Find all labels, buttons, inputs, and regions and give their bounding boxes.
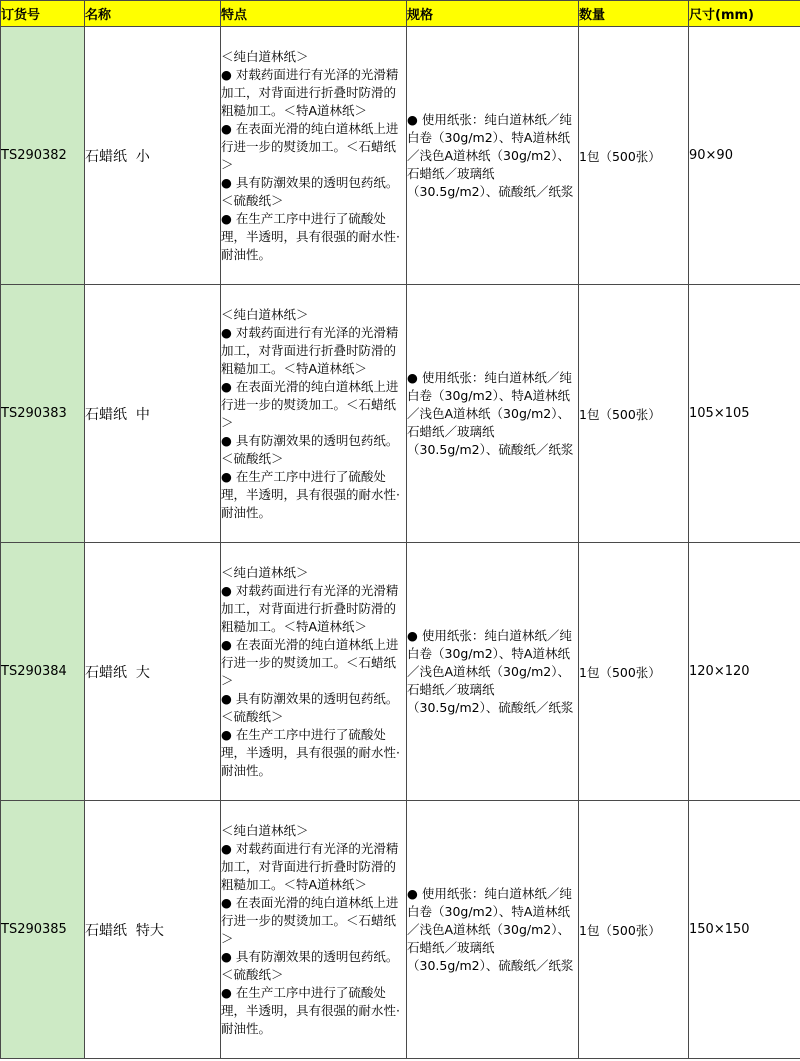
feature-line: ● 对载药面进行有光泽的光滑精加工，对背面进行折叠时防滑的粗糙加工。＜特A道林纸＞ [221, 66, 399, 118]
cell-name: 石蜡纸 中 [85, 285, 221, 543]
spec-line: ● 使用纸张：纯白道林纸／纯白卷（30g/m2）、特A道林纸／浅色A道林纸（30g/m2）、石蜡纸／玻璃纸（30.5g/m2）、硫酸纸／纸浆 [407, 369, 574, 457]
feature-line: ● 具有防潮效果的透明包药纸。＜硫酸纸＞ [221, 174, 399, 208]
column-header-order-no: 订货号 [1, 1, 85, 27]
cell-order-no: TS290384 [1, 543, 85, 801]
cell-specification [407, 285, 579, 543]
table-row [1, 543, 800, 801]
column-header-name: 名称 [85, 1, 221, 27]
column-header-size: 尺寸(mm) [689, 1, 800, 27]
table-row [1, 801, 800, 1059]
feature-line: ＜纯白道林纸＞ [221, 306, 309, 322]
cell-features [221, 285, 407, 543]
spec-line: ● 使用纸张：纯白道林纸／纯白卷（30g/m2）、特A道林纸／浅色A道林纸（30g/m2）、石蜡纸／玻璃纸（30.5g/m2）、硫酸纸／纸浆 [407, 627, 574, 715]
cell-features [221, 27, 407, 285]
column-header-quantity: 数量 [579, 1, 689, 27]
feature-line: ● 对载药面进行有光泽的光滑精加工，对背面进行折叠时防滑的粗糙加工。＜特A道林纸＞ [221, 840, 399, 892]
feature-line: ● 具有防潮效果的透明包药纸。＜硫酸纸＞ [221, 948, 399, 982]
cell-order-no: TS290383 [1, 285, 85, 543]
table-body [1, 27, 800, 1059]
cell-size: 120×120 [689, 543, 800, 801]
cell-quantity: 1包（500张） [579, 543, 689, 801]
cell-name: 石蜡纸 大 [85, 543, 221, 801]
feature-line: ＜纯白道林纸＞ [221, 564, 309, 580]
cell-features [221, 543, 407, 801]
cell-size: 105×105 [689, 285, 800, 543]
feature-line: ● 具有防潮效果的透明包药纸。＜硫酸纸＞ [221, 432, 399, 466]
table-header [1, 1, 800, 27]
cell-features [221, 801, 407, 1059]
cell-order-no: TS290385 [1, 801, 85, 1059]
cell-quantity: 1包（500张） [579, 27, 689, 285]
cell-size: 150×150 [689, 801, 800, 1059]
cell-specification [407, 27, 579, 285]
cell-name: 石蜡纸 特大 [85, 801, 221, 1059]
cell-specification [407, 801, 579, 1059]
feature-line: ＜纯白道林纸＞ [221, 48, 309, 64]
feature-line: ● 具有防潮效果的透明包药纸。＜硫酸纸＞ [221, 690, 399, 724]
cell-specification [407, 543, 579, 801]
column-header-specification: 规格 [407, 1, 579, 27]
cell-size: 90×90 [689, 27, 800, 285]
feature-line: ● 在表面光滑的纯白道林纸上进行进一步的熨烫加工。＜石蜡纸＞ [221, 120, 399, 172]
column-header-features: 特点 [221, 1, 407, 27]
table-row [1, 285, 800, 543]
feature-line: ● 在生产工序中进行了硫酸处理，半透明，具有很强的耐水性·耐油性。 [221, 210, 400, 262]
cell-quantity: 1包（500张） [579, 285, 689, 543]
feature-line: ● 在生产工序中进行了硫酸处理，半透明，具有很强的耐水性·耐油性。 [221, 726, 400, 778]
cell-name: 石蜡纸 小 [85, 27, 221, 285]
feature-line: ＜纯白道林纸＞ [221, 822, 309, 838]
spec-line: ● 使用纸张：纯白道林纸／纯白卷（30g/m2）、特A道林纸／浅色A道林纸（30g/m2）、石蜡纸／玻璃纸（30.5g/m2）、硫酸纸／纸浆 [407, 885, 574, 973]
feature-line: ● 在生产工序中进行了硫酸处理，半透明，具有很强的耐水性·耐油性。 [221, 984, 400, 1036]
cell-quantity: 1包（500张） [579, 801, 689, 1059]
spec-line: ● 使用纸张：纯白道林纸／纯白卷（30g/m2）、特A道林纸／浅色A道林纸（30g/m2）、石蜡纸／玻璃纸（30.5g/m2）、硫酸纸／纸浆 [407, 111, 574, 199]
header-row [1, 1, 800, 27]
feature-line: ● 对载药面进行有光泽的光滑精加工，对背面进行折叠时防滑的粗糙加工。＜特A道林纸＞ [221, 324, 399, 376]
cell-order-no: TS290382 [1, 27, 85, 285]
feature-line: ● 在表面光滑的纯白道林纸上进行进一步的熨烫加工。＜石蜡纸＞ [221, 894, 399, 946]
table-row [1, 27, 800, 285]
feature-line: ● 在生产工序中进行了硫酸处理，半透明，具有很强的耐水性·耐油性。 [221, 468, 400, 520]
feature-line: ● 在表面光滑的纯白道林纸上进行进一步的熨烫加工。＜石蜡纸＞ [221, 378, 399, 430]
feature-line: ● 在表面光滑的纯白道林纸上进行进一步的熨烫加工。＜石蜡纸＞ [221, 636, 399, 688]
feature-line: ● 对载药面进行有光泽的光滑精加工，对背面进行折叠时防滑的粗糙加工。＜特A道林纸＞ [221, 582, 399, 634]
